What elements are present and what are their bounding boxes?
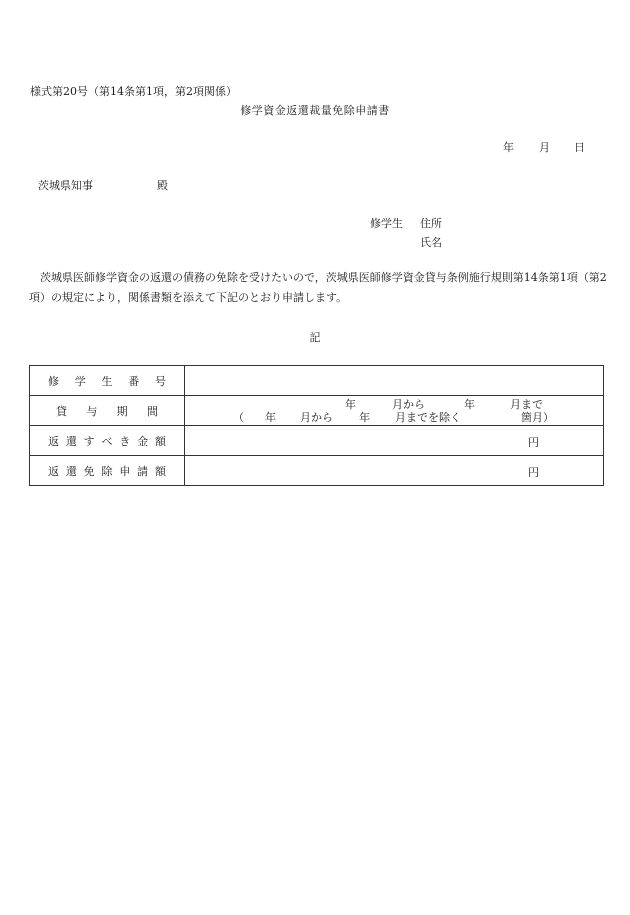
- application-table: [29, 365, 604, 486]
- student-number-label: [30, 366, 185, 396]
- period-from-1: 月から: [392, 398, 425, 411]
- table-row: [30, 366, 604, 396]
- name-label: 氏名: [420, 236, 442, 249]
- label-char: 与: [86, 404, 98, 418]
- period-excluding: 月までを除く: [395, 411, 461, 424]
- label-char: 貸: [56, 404, 67, 418]
- amount-to-repay-value[interactable]: [185, 426, 604, 456]
- label-char: 期: [116, 404, 128, 418]
- student-number-value[interactable]: [185, 366, 604, 396]
- label-char: 学: [74, 374, 86, 388]
- exemption-amount-label: [30, 456, 185, 486]
- amount-to-repay-label: [30, 426, 185, 456]
- label-char: 番: [128, 374, 140, 388]
- label-char: 返: [48, 434, 59, 448]
- loan-period-value[interactable]: [185, 396, 604, 426]
- label-char: 修: [48, 374, 59, 388]
- date-year-label: 年: [503, 141, 514, 154]
- period-year-4: 年: [359, 411, 370, 424]
- label-char: 間: [146, 404, 158, 418]
- document-title: 修学資金返還裁量免除申請書: [240, 104, 390, 117]
- period-months: 箇月）: [521, 411, 554, 424]
- ki-heading: 記: [309, 331, 321, 344]
- period-year-3: 年: [265, 411, 276, 424]
- exemption-amount-value[interactable]: [185, 456, 604, 486]
- label-char: 額: [154, 434, 166, 448]
- label-char: 申: [119, 464, 131, 478]
- period-open-paren: （: [233, 411, 244, 424]
- label-char: 還: [65, 464, 77, 478]
- yen-unit: 円: [528, 436, 539, 449]
- address-label: 住所: [420, 217, 442, 230]
- label-char: 請: [137, 464, 149, 478]
- table-row: [30, 396, 604, 426]
- form-number: 様式第20号（第14条第1項，第2項関係）: [30, 85, 237, 98]
- label-char: 生: [101, 374, 113, 388]
- period-year-1: 年: [345, 398, 356, 411]
- date-month-label: 月: [539, 141, 550, 154]
- label-char: べ: [101, 434, 113, 448]
- loan-period-label: [30, 396, 185, 426]
- period-until-1: 月まで: [510, 398, 543, 411]
- period-year-2: 年: [464, 398, 475, 411]
- label-char: 返: [48, 464, 59, 478]
- applicant-label: 修学生: [370, 217, 403, 230]
- honorific: 殿: [157, 179, 168, 192]
- application-body-text: 茨城県医師修学資金の返還の債務の免除を受けたいので，茨城県医師修学資金貸与条例施行規則第14条第1項（第2項）の規定により，関係書類を添えて下記のとおり申請します。: [29, 271, 607, 304]
- label-char: す: [83, 434, 95, 448]
- label-char: 除: [101, 464, 113, 478]
- label-char: き: [119, 434, 131, 448]
- yen-unit: 円: [528, 466, 539, 479]
- label-char: 還: [65, 434, 77, 448]
- addressee: 茨城県知事: [38, 179, 93, 192]
- label-char: 号: [155, 374, 166, 388]
- label-char: 免: [83, 464, 95, 478]
- period-from-2: 月から: [300, 411, 333, 424]
- table-row: [30, 426, 604, 456]
- table-row: [30, 456, 604, 486]
- label-char: 金: [137, 434, 149, 448]
- date-day-label: 日: [574, 141, 585, 154]
- label-char: 額: [154, 464, 166, 478]
